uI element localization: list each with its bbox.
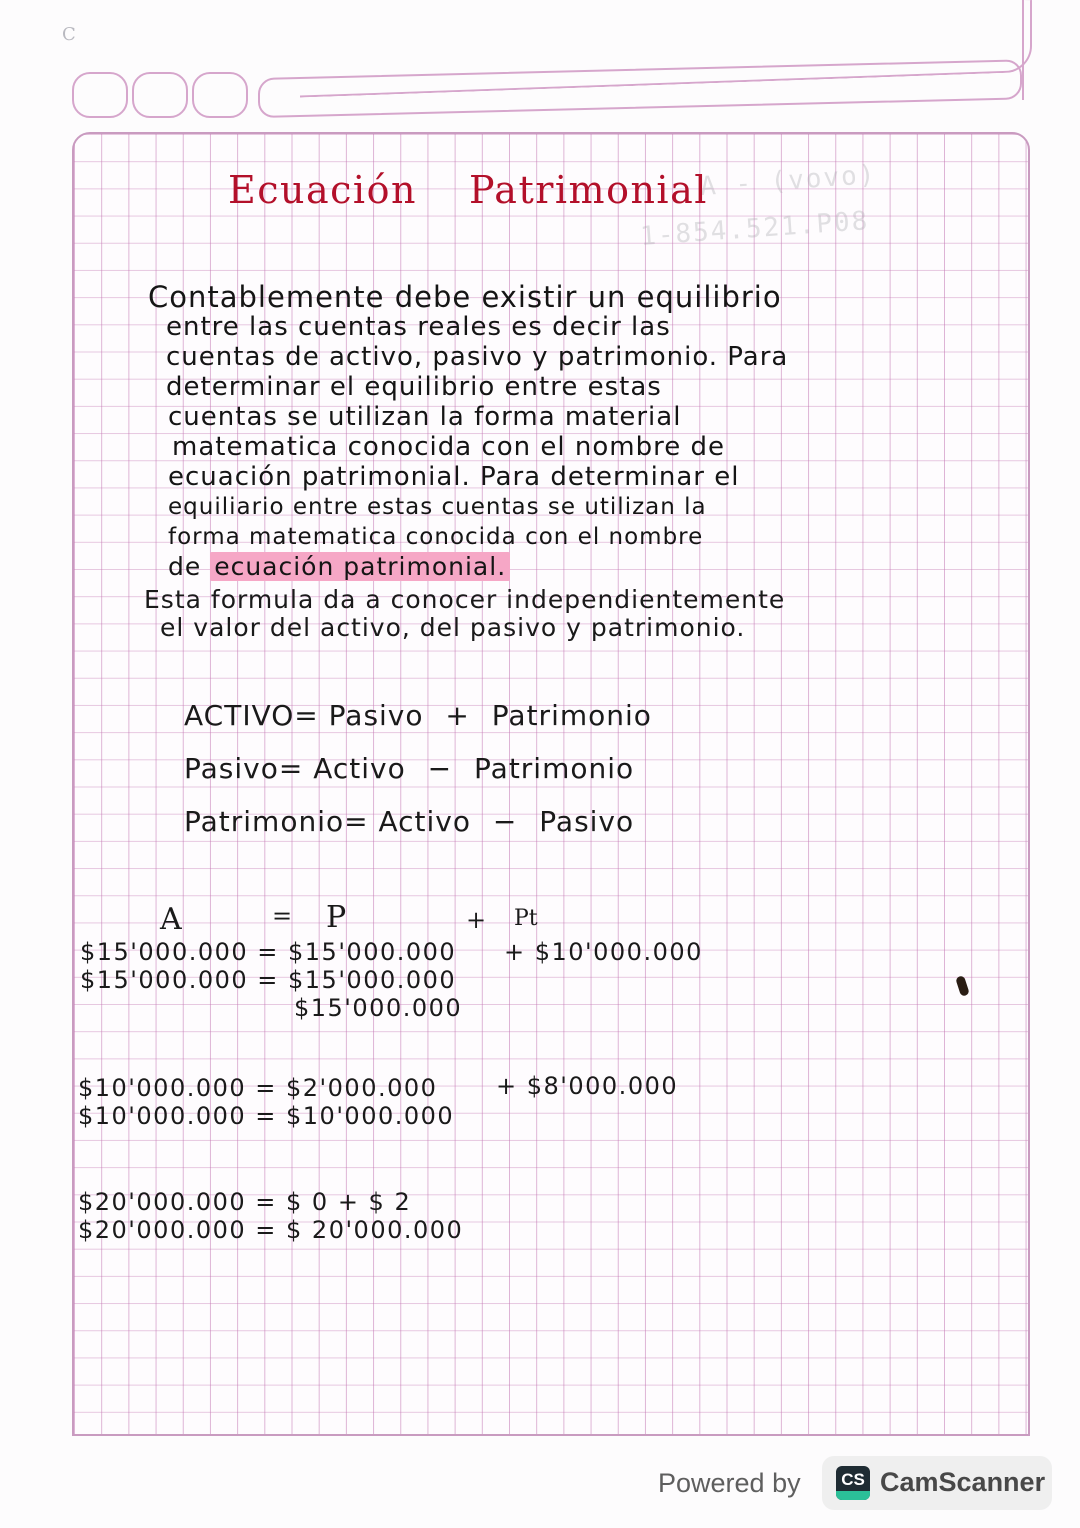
header-box-1 <box>72 72 128 118</box>
camscanner-logo-icon <box>836 1466 870 1500</box>
formula-term: Patrimonio <box>474 752 635 785</box>
formula-lhs: Patrimonio= <box>184 805 369 838</box>
formula-term: Patrimonio <box>491 699 652 732</box>
example2-line1-right: + $8'000.000 <box>496 1072 679 1100</box>
text-line: Esta formula da a conocer independientemente <box>144 585 786 614</box>
text-line: determinar el equilibrio entre estas <box>166 372 662 402</box>
formula-pasivo <box>184 743 652 796</box>
formula-term: Pasivo <box>328 699 424 732</box>
text-fragment: de <box>168 552 202 581</box>
example1-line3: $15'000.000 <box>294 994 463 1022</box>
text-line: cuentas se utilizan la forma material <box>168 402 682 432</box>
text-line: cuentas de activo, pasivo y patrimonio. Para <box>166 342 789 372</box>
example1-line1: $15'000.000 = $15'000.000 <box>80 938 457 966</box>
text-line: el valor del activo, del pasivo y patrimonio. <box>160 613 746 642</box>
formula-description <box>144 586 924 642</box>
example2-line1: $10'000.000 = $2'000.000 <box>78 1074 438 1102</box>
formula-patrimonio <box>184 796 652 849</box>
formula-operator: − <box>427 752 453 785</box>
text-line: equiliario entre estas cuentas se utilizan la <box>168 494 707 520</box>
definition-paragraph <box>148 282 928 582</box>
example-header-plus: + <box>466 906 487 934</box>
example1-line2: $15'000.000 = $15'000.000 <box>80 966 457 994</box>
example-header-a: A <box>160 902 182 937</box>
formula-term: Activo <box>378 805 471 838</box>
example2-line2: $10'000.000 = $10'000.000 <box>78 1102 455 1130</box>
example3-line2: $20'000.000 = $ 20'000.000 <box>78 1216 464 1244</box>
text-line: matematica conocida con el nombre de <box>172 432 725 462</box>
logo-text: CS <box>841 1470 865 1489</box>
bleed-through-text: A - (vovo) <box>699 159 878 203</box>
formula-activo <box>184 690 652 743</box>
example3-line1: $20'000.000 = $ 0 + $ 2 <box>78 1188 412 1216</box>
formula-term: Pasivo <box>539 805 635 838</box>
text-line: Contablemente debe existir un equilibrio <box>148 280 782 314</box>
bleed-through-text: 1-854.521.P08 <box>639 206 871 252</box>
header-box-3 <box>192 72 248 118</box>
formula-operator: − <box>492 805 518 838</box>
text-line: entre las cuentas reales es decir las <box>166 312 671 342</box>
scanner-watermark <box>0 1450 1080 1528</box>
powered-by-label: Powered by <box>658 1468 801 1498</box>
example1-line1-right: + $10'000.000 <box>504 938 703 966</box>
text-line <box>168 552 928 582</box>
example-header-eq: = <box>272 902 293 930</box>
highlighted-term: ecuación patrimonial. <box>210 552 510 581</box>
text-line: ecuación patrimonial. Para determinar el <box>168 462 740 492</box>
title-word: Ecuación <box>228 168 417 212</box>
formula-operator: + <box>445 699 470 732</box>
camscanner-badge <box>822 1456 1052 1510</box>
formula-term: Activo <box>313 752 406 785</box>
example-header-pt: Pt <box>514 906 538 931</box>
brand-name: CamScanner <box>880 1467 1046 1497</box>
header-box-2 <box>132 72 188 118</box>
formula-lhs: Pasivo= <box>184 752 304 785</box>
text-line: forma matematica conocida con el nombre <box>168 524 704 550</box>
example-header-p: P <box>326 900 347 935</box>
formula-lhs: ACTIVO= <box>184 699 319 732</box>
title-word: Patrimonial <box>468 168 708 212</box>
corner-mark: C <box>62 24 76 45</box>
page-title <box>228 168 708 212</box>
formula-list <box>184 690 652 849</box>
